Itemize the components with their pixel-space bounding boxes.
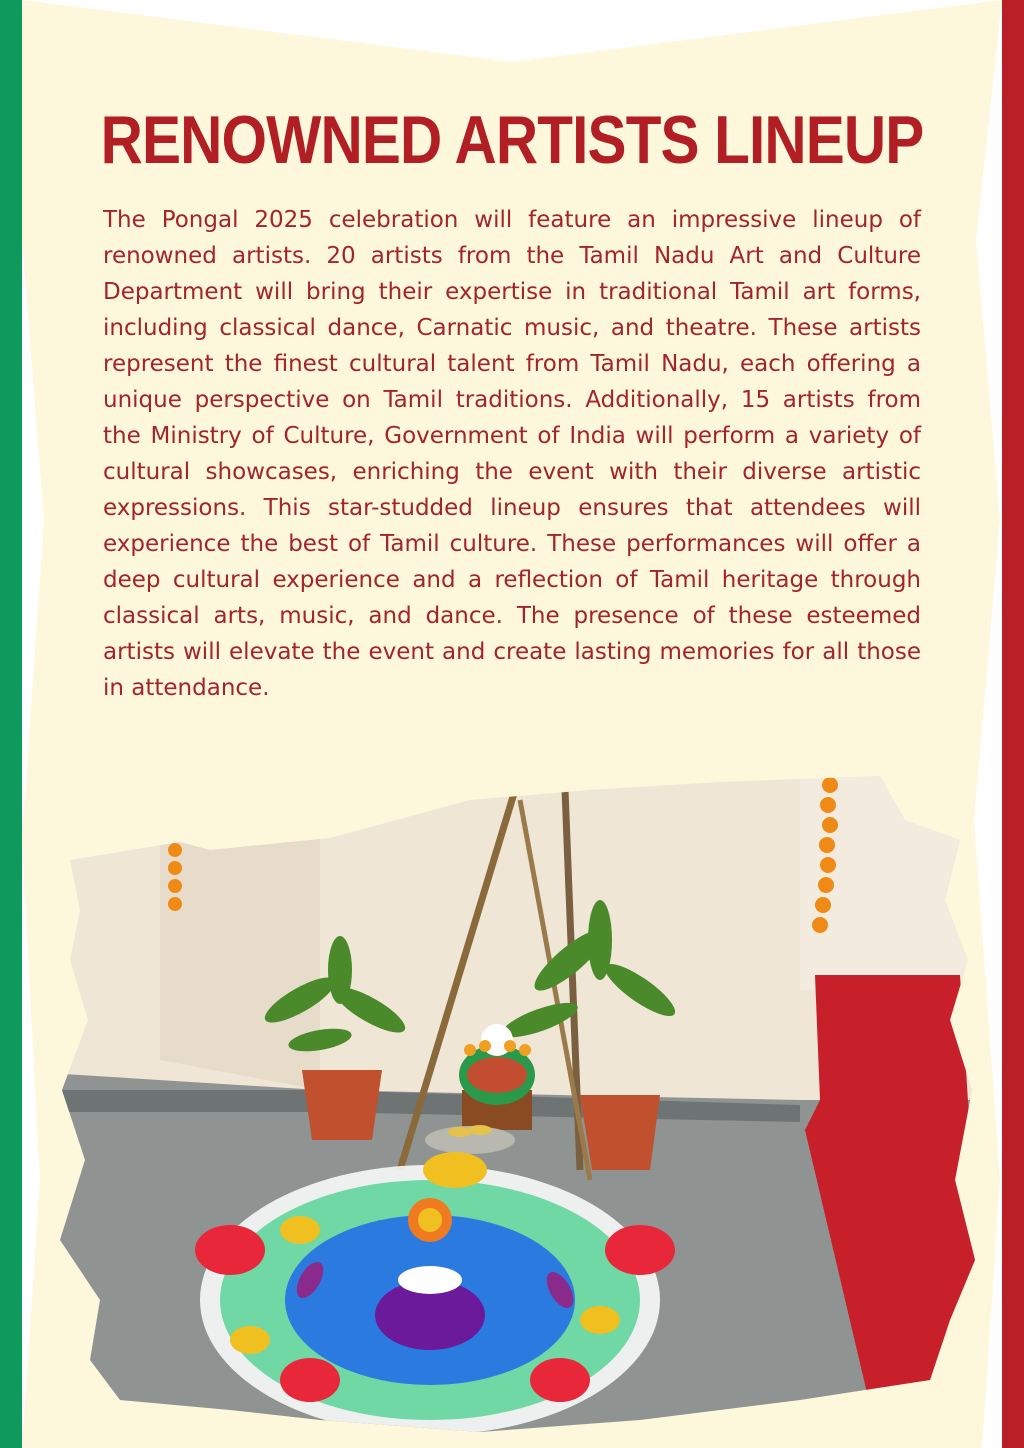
body-paragraph: The Pongal 2025 celebration will feature an impressive lineup of renowned artists. 20 artists from the Tamil Nadu Art and Culture Department will bring their expertise in traditional Tamil art forms, including classical dance, Carnatic music, and theatre. These artists represent the finest cultural talent from Tamil Nadu, each offering a unique perspective on Tamil traditions. Additionally, 15 artists from the Ministry of Culture, Government of India will perform a variety of cultural showcases, enriching the event with their diverse artistic expressions. This star-studded lineup ensures that attendees will experience the best of Tamil culture. These performances will offer a deep cultural experience and a reflection of Tamil heritage through classical arts, music, and dance. The presence of these esteemed artists will elevate the event and create lasting memories for all those in attendance. — [103, 207, 921, 701]
page-title: RENOWNED ARTISTS LINEUP — [100, 102, 924, 178]
pongal-kolam-photo — [0, 760, 1024, 1448]
